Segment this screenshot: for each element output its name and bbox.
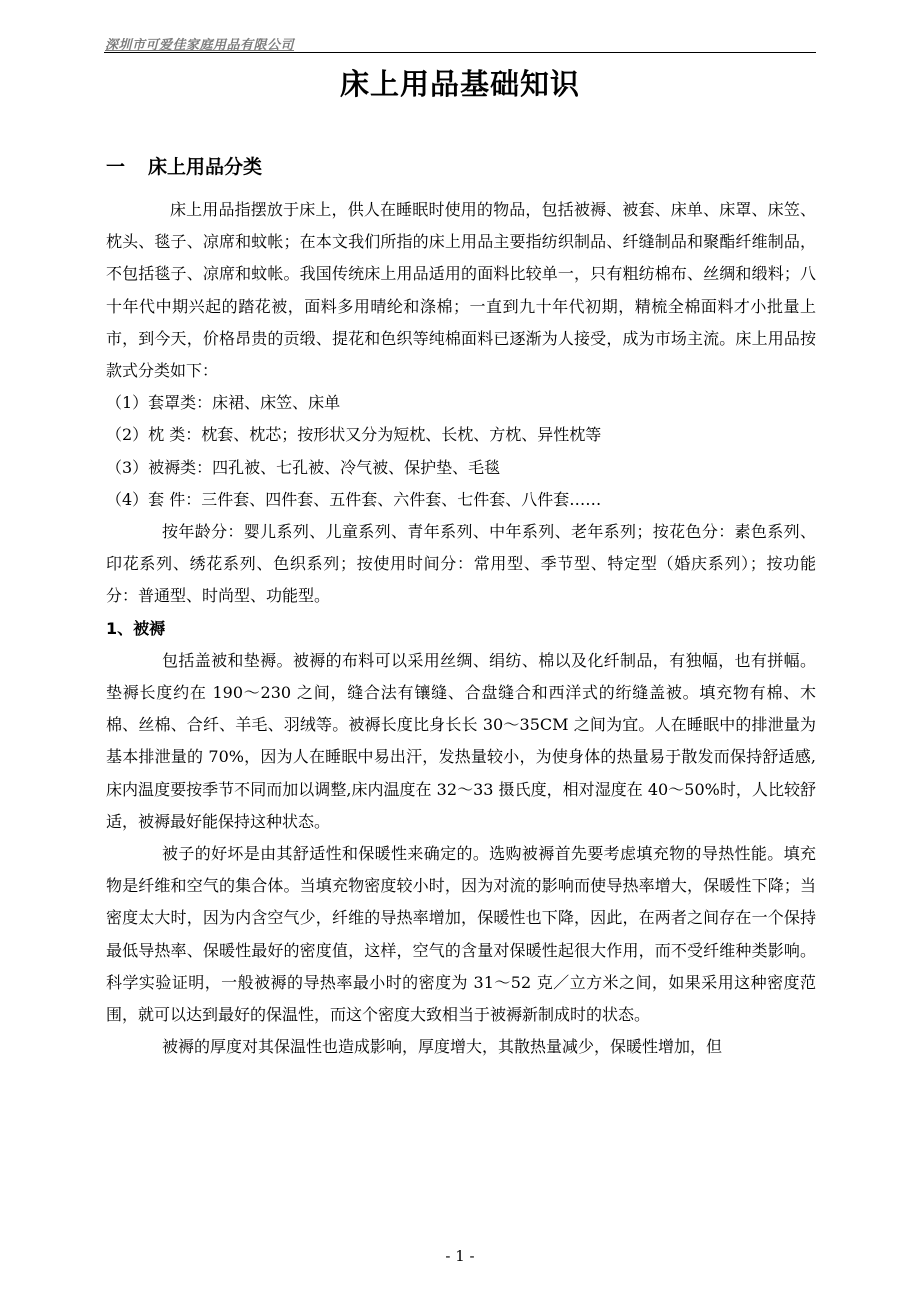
document-body — [106, 194, 816, 1063]
list-item: （3）被褥类：四孔被、七孔被、冷气被、保护垫、毛毯 — [106, 457, 501, 477]
list-item: （4）套 件：三件套、四件套、五件套、六件套、七件套、八件套…… — [106, 489, 602, 509]
section-title: 床上用品分类 — [148, 156, 263, 178]
list-item: （2）枕 类：枕套、枕芯；按形状又分为短枕、长枕、方枕、异性枕等 — [106, 425, 602, 445]
body-paragraph: 包括盖被和垫褥。被褥的布料可以采用丝绸、绢纺、棉以及化纤制品，有独幅，也有拼幅。垫褥长度约在 190～230 之间，缝合法有镶缝、合盘缝合和西洋式的绗缝盖被。填充物有棉、木棉、丝棉、合纤、羊毛、羽绒等。被褥长度比身长长 30～35CM 之间为宜。人在睡眠中的排泄量为基本排泄量的 70%，因为人在睡眠中易出汗，发热量较小，为使身体的热量易于散发而保持舒适感,床内温度要按季节不同而加以调整,床内温度在 32～33 摄氏度，相对湿度在 40～50%时，人比较舒适，被褥最好能保持这种状态。 — [106, 650, 816, 831]
body-paragraph: 被子的好坏是由其舒适性和保暖性来确定的。选购被褥首先要考虑填充物的导热性能。填充物是纤维和空气的集合体。当填充物密度较小时，因为对流的影响而使导热率增大，保暖性下降；当密度太大时，因为内含空气少，纤维的导热率增加，保暖性也下降，因此，在两者之间存在一个保持最低导热率、保暖性最好的密度值，这样，空气的含量对保暖性起很大作用，而不受纤维种类影响。科学实验证明，一般被褥的导热率最小时的密度为 31～52 克／立方米之间，如果采用这种密度范围，就可以达到最好的保温性，而这个密度大致相当于被褥新制成时的状态。 — [106, 844, 816, 1025]
body-paragraph: 被褥的厚度对其保温性也造成影响，厚度增大，其散热量减少，保暖性增加，但 — [162, 1037, 723, 1057]
intro-paragraph: 床上用品指摆放于床上，供人在睡眠时使用的物品，包括被褥、被套、床单、床罩、床笠、枕头、毯子、凉席和蚊帐；在本文我们所指的床上用品主要指纺织制品、纤缝制品和聚酯纤维制品，不包括毯子、凉席和蚊帐。我国传统床上用品适用的面料比较单一，只有粗纺棉布、丝绸和缎料；八十年代中期兴起的踏花被，面料多用晴纶和涤棉；一直到九十年代初期，精梳全棉面料才小批量上市，到今天，价格昂贵的贡缎、提花和色织等纯棉面料已逐渐为人接受，成为市场主流。床上用品按款式分类如下： — [106, 200, 816, 381]
header-divider — [104, 52, 816, 53]
subsection-heading: 1、被褥 — [106, 618, 166, 638]
list-item: （1）套罩类：床裙、床笠、床单 — [106, 393, 341, 413]
page-number: - 1 - — [445, 1247, 475, 1265]
header-company-name: 深圳市可爱佳家庭用品有限公司 — [105, 38, 295, 53]
section-number: 一 — [106, 156, 126, 178]
document-title: 床上用品基础知识 — [339, 67, 580, 101]
section-heading — [106, 152, 262, 179]
classification-paragraph: 按年龄分：婴儿系列、儿童系列、青年系列、中年系列、老年系列；按花色分：素色系列、印花系列、绣花系列、色织系列；按使用时间分：常用型、季节型、特定型（婚庆系列）；按功能分：普通型、时尚型、功能型。 — [106, 522, 816, 606]
